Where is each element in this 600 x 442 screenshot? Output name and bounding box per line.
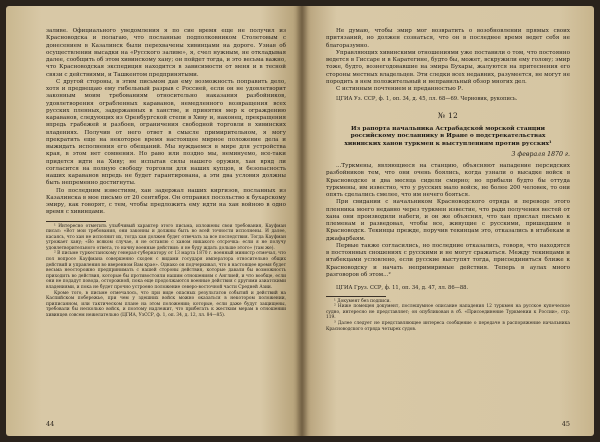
document-title: Из рапорта начальника Астрабадской морской станции российскому посланнику в Иране о подстрекательствах хивинских ханов туркмен к выступлениям против русских¹ (344, 124, 552, 147)
footnote: ¹ Документ без подписи. (334, 298, 391, 304)
closing-line: С истинным почтением и преданностью Р. (336, 86, 464, 92)
archive-reference: ЦГИА Уз. ССР, ф. 1, оп. 34, д. 45, лл. 68—69. Черновик, рукопись. (336, 96, 518, 103)
left-page-body (46, 28, 286, 217)
paragraph: При свидании с начальником Красноводского отряда и переводе этого пленника моего недавно через туркмен известие, что ради получения вестей от хана они производили набеги, и он же объяснил, что хан прислал письмо к племенам и разведовал, чтобы все, живущие с русскими, пришедшим в Красноводск. Текинцы прежде, поручив текинцам это, отказались в итабекам и джафарбаям. (326, 199, 570, 242)
paragraph: Управляющих хивинскими отношениями уже поставили о том, что постоянно ведется в Гиссаре и в Каратегине, будто бы, может, вскружили ему голову; эмир тоже, будто, вознегодовавшие на эмира Бухары, жалуются на притеснения его стороны местных владельцев. Эти следки всех недавних, разумеется, не могут не породить в нем положительный и неправильный обзор многих дел. (326, 49, 570, 85)
archive-reference: ЦГИА Груз. ССР, ф. 11, оп. 34, д. 47, лл. 86—88. (336, 285, 469, 292)
footnote: ³ Далее следует не представляющее интереса сообщение о передаче в распоряжение начальника Красноводского отряда четырех судов. (326, 321, 570, 332)
left-footnotes (46, 224, 286, 319)
document-number: № 12 (437, 110, 459, 120)
book-spread (6, 6, 594, 436)
footnote: ² Ниже помещен документ, послешумное описание нападения 12 туркмен на русское купеческое судно, интересно не представляет; он опубликован в сб. «Присоединение Туркмении к России», стр. 119. (326, 304, 570, 321)
page-number-left: 44 (46, 420, 55, 428)
paragraph: заливе. Официального уведомления я по сие время еще не получил из Красноводска и полагаю, что посланные подполковником Столетовым с донесением в Казалинск были перехвачены хивинцами на дороге. Узнав об осуществлении высадки на «Русского заливе», я, счел нужным, не откладывая далее, сообщить об этом хивинскому хану; он пойдет тогда, и это весьма важно, что Красноводская экспедиция находится в зависимости от меня и в тесной связи с действиями, и Ташкентом предпринятыми. (46, 28, 286, 78)
paragraph: Не думаю, чтобы эмир мог возвратить о возобновлении прямых своих притязаний, но должен сознаться, что он в последнее время ведет себя не благоразумно. (326, 28, 570, 49)
right-page-top (326, 28, 570, 93)
document-date: 3 февраля 1870 г. (511, 151, 570, 159)
footnote: ¹ Интересно отметить улыбчивый характер этого письма, изложены свои требования, Кауфман писал: «Вот мои требования, они законны и должны быть во всей точности исполнены. И далее, касаясь, что хан не исполнит их, тогда хан должен будет отвечать за все последствия. Тогда Кауфман угрожает хану; «Во всяком случае, я не оставлю с ханом никакого отсрочка: если я не получу удовлетворительного ответа, то начну военные действия: я не буду ждать дольше этого» (там же). (46, 223, 286, 251)
footnote-divider (326, 296, 386, 297)
page-number-right: 45 (561, 420, 570, 428)
paragraph: По последним известиям, хан задержал наших киргизов, посланных из Казалинска в мое письмо от 20 сентября. Он отправил посольство к бухарскому эмиру, как говорят, с тем, чтобы предложить ему идти на хан войною в одно время с хивинцами. (46, 187, 286, 216)
footnote-divider (46, 221, 106, 222)
paragraph: ...Туркмены, являющиеся на станцию, объясняют нападение персидских разбойников тем, что они очень боялись, когда узнали о высадке войск в Красноводске и два месяца сидели смирно; но прибыли будто бы оттуда туркмены, им известно, что у русских мало войск, не более 200 человек, то они опять сделались смелее, что им нечего бояться. (326, 163, 570, 199)
footnote: ² В письме туркестанскому генерал-губернатору от 13 марта 1870 г. военный министр отмечал, что пол вопросе Кауфмана совершенно сходен с видами государя императора относительно общих действий и управления во вверенном Вам крае». Однако он подчеркивал, что в настоящее время будет весьма неосторожно предпринимать с нашей стороны действия, которые давали бы возможность приходить во действия, которые бы противостояли нашим отношениям с Англией, и что вообще, если они не подадут повода, осторожной, пока еще продолжаются военные действия с другими азиатскими владениями, и пока не будет прочно устроено положение северо-восточной части Средней Азии. (46, 251, 286, 291)
paragraph: Первые также согласились, но последние отказались, говоря, что находятся в постоянных сношениях с русскими и не могут сражаться. Между текинцами и итабекцами условлено, если русские выступят тогда, присоединиться ближе к Красноводску и начать непримиримые действия. Теперь в аулах много разговоров об этом...² (326, 242, 570, 278)
right-page-body (326, 163, 570, 279)
paragraph: С другой стороны, в этим письмом дав ему возможность поправить дело, хотя и предвещаю ему гибельный разрыв с Россией, если он не удовлетворит законным моим требованиям относительно наказания разбойников, удовлетворения ограбленных караванов, немедленного возвращения всех русских пленных, задержанных в ханстве, и принятия мер к ограждению караванов, следующих из Оренбургской степи в Хиву и, наконец, прекращения впредь грабежей и разбоев, ограничения свободной торговли в хивинских владениях. Получив от него ответ в смысле примирительном, я могу прекратить еще на некоторое время настоящее мирное положение дела и выжидать исполнения его обещаний. Мы нуждаемся в мире для устройства края, в этом нет сомнения. Но раво или поздно мы, неминуемо, все-таки придется идти на Хиву; не испытав силы нашего оружия, хан вряд ли согласится на полную свободу торговли для наших купцов, и безопасность наших караванов впредь не будет гарантирована, а эти два условия должны быть непременно достигнуты. (46, 78, 286, 187)
right-footnotes (326, 299, 570, 333)
left-page (6, 6, 302, 436)
right-page (302, 6, 594, 436)
footnote: Кроме того, в письме отмечалось, что при виде опасных результатов событий и действий на Каспийском побережье, при чем у здешних войск можно оказаться в некотором положении, приписанном, или тактическом плане на этом положении; которые, если даже будут защищены, требовали бы несколько войск, и поэтому надлежит, что прибегать к жестким мерам в отношении хивинцев совсем нежелательно (ЦГИА, УзССР, ф. 1, оп. 34, д. 12, лл. 84—85). (46, 290, 286, 318)
